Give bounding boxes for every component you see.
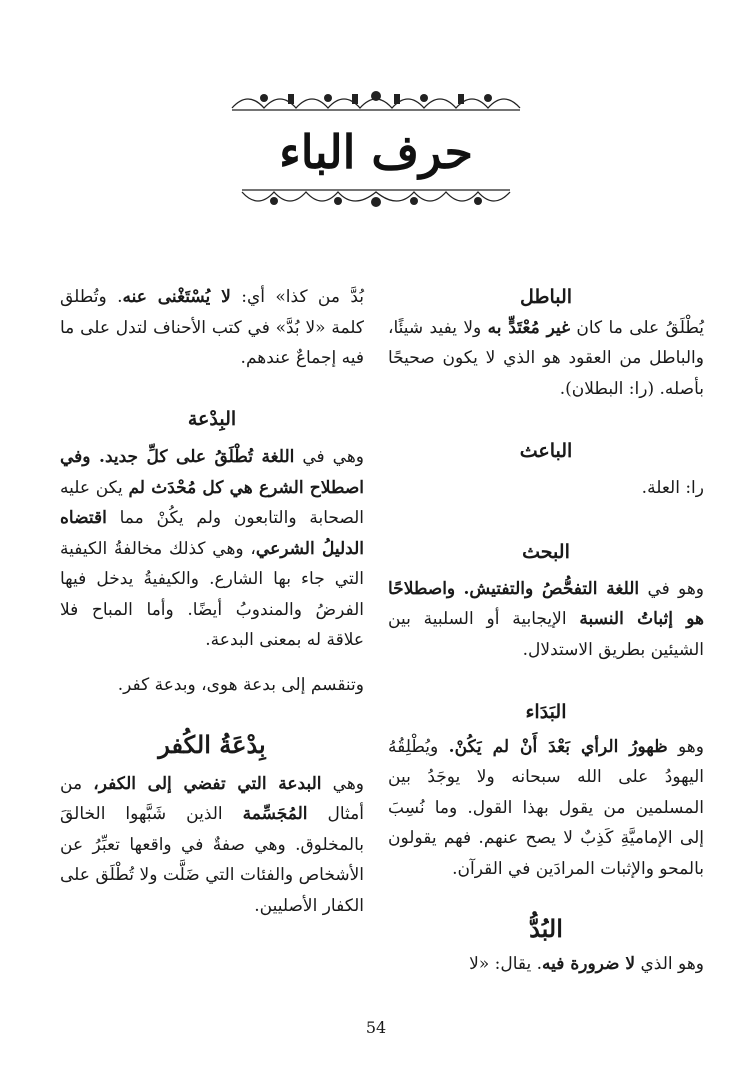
bold-run: لا ضرورة فيه	[542, 953, 636, 974]
text-run: وهو الذي	[635, 953, 704, 974]
entry-title-baith: الباعث	[519, 440, 573, 462]
text-run: الإيجابية أو السلبية بين الشيئين بطريق الاستدلال.	[388, 609, 704, 660]
entry-text-bida-kufr	[60, 769, 364, 922]
bold-run: اللغة التفحُّصُ والتفتيش.	[463, 578, 640, 599]
chapter-title: حرف الباء	[279, 125, 473, 179]
bold-run: البدعة التي تفضي إلى الكفر،	[93, 773, 322, 794]
text-run: ولا يفيد شيئًا، والباطل من العقود هو الذي لا يكون صحيحًا بأصله. (را: البطلان).	[388, 317, 704, 399]
bold-run: لا يُسْتَغْنى عنه	[122, 287, 231, 307]
text-run: . يقال: «لا	[469, 953, 543, 974]
bold-run: وفي اصطلاح الشرع هي كل مُحْدَث لم	[60, 447, 364, 498]
bold-run: المُجَسِّمة	[242, 804, 308, 824]
entry-title-budd: البُدُّ	[529, 914, 563, 943]
text-run: بُدَّ من كذا» أي:	[230, 287, 365, 307]
text-run: ، وهي كذلك مخالفةُ الكيفية التي جاء بها الشارع. والكيفيةُ يدخل فيها الفرضُ والمندوبُ أيضًا. وأما المباح فلا علاقة له بمعنى البدعة.	[60, 538, 364, 650]
entry-text-batil	[388, 313, 704, 405]
entry-title-batil: الباطل	[519, 286, 573, 308]
entry-text-baith: را: العلة.	[641, 477, 704, 498]
text-run: الذين شَبَّهوا الخالقَ بالمخلوق. وهي صفةٌ في واقعها تعبِّرُ عن الأشخاص والفئات التي ضَلَّت ولا تُطْلَق على الكفار الأصليين.	[60, 804, 364, 916]
entry-text-bida	[60, 442, 364, 656]
ornament-bottom	[0, 186, 752, 212]
text-run: يُطْلَقُ على ما كان	[570, 317, 704, 338]
entry-text-bada	[388, 732, 704, 885]
ornament-top	[0, 86, 752, 114]
entry-text-budd	[388, 949, 704, 980]
text-run: وهي	[321, 773, 365, 794]
text-run: من أمثال	[60, 773, 364, 824]
entry-title-bada: البَدَاء	[525, 701, 567, 723]
right-column	[388, 282, 704, 979]
bold-run: ظهورُ الرأي بَعْدَ أَنْ لم يَكُنْ.	[448, 736, 668, 757]
page-number: 54	[365, 1018, 387, 1037]
bold-run: واصطلاحًا هو إثباتُ النسبة	[388, 578, 705, 629]
text-run: يكن عليه الصحابة والتابعون ولم يكُنْ مما	[60, 477, 364, 528]
entry-title-bida: البِدْعة	[187, 407, 237, 430]
text-run: وهو	[667, 736, 704, 757]
bold-run: اقتضاه الدليلُ الشرعي	[60, 508, 364, 559]
text-run: ويُطْلِقُهُ اليهودُ على الله سبحانه ولا يوجَدُ بين المسلمين من يقول بهذا القول. وما نُسِبَ إلى الإماميَّةِ كَذِبٌ لا يصح عنهم. فهم يقولون بالمحو والإثبات المرادَين في القرآن.	[388, 736, 704, 879]
entry-title-bida-kufr: بِدْعَةُ الكُفر	[158, 730, 266, 759]
ornament-bottom-icon	[238, 186, 514, 212]
text-run: . وتُطلق كلمة «لا بُدَّ» في كتب الأحناف لتدل على ما فيه إجماعٌ عندهم.	[60, 287, 364, 368]
entry-text-bida-division: وتنقسم إلى بدعة هوى، وبدعة كفر.	[117, 674, 364, 695]
bold-run: اللغة تُطْلَقُ على كلِّ جديد.	[99, 447, 295, 467]
left-column	[60, 282, 364, 921]
entry-text-bahth	[388, 574, 704, 666]
text-run: وهو في	[639, 578, 705, 599]
text-run: وهي في	[294, 447, 364, 467]
bold-run: غير مُعْتَدٍّ به	[487, 317, 571, 338]
entry-title-bahth: البحث	[522, 541, 570, 563]
ornament-top-icon	[228, 86, 524, 114]
entry-text-budd-continued	[60, 282, 364, 374]
